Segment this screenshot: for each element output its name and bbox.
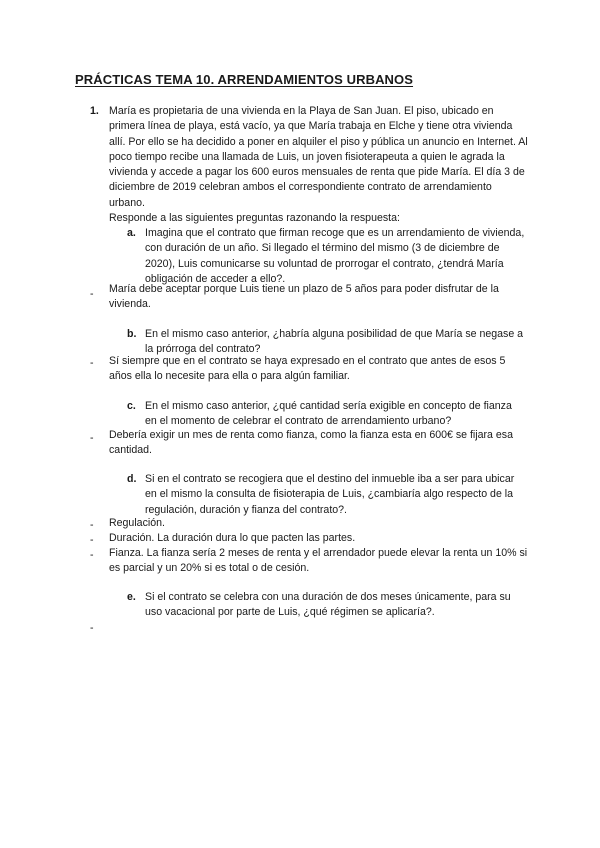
answer-d-3: Fianza. La fianza sería 2 meses de renta y el arrendador puede elevar la renta un 10% si es parcial y un 20% si es total o de cesión. (109, 547, 528, 575)
question-1-number: 1. (90, 105, 99, 117)
subquestion-b-text: En el mismo caso anterior, ¿habría alguna posibilidad de que María se negase a la prórroga del contrato? (145, 328, 524, 356)
answer-dash: - (90, 549, 94, 561)
question-1-body (109, 104, 529, 226)
answer-a-1: María debe aceptar porque Luis tiene un plazo de 5 años para poder disfrutar de la vivienda. (109, 283, 499, 311)
subquestion-d-text: Si en el contrato se recogiera que el destino del inmueble iba a ser para ubicar en el mismo la consulta de fisioterapia de Luis, ¿cambiaría algo respecto de la regulación, duración y fianza del contrato?. (145, 473, 515, 516)
answer-d-1: Regulación. (109, 517, 165, 529)
answer-dash: - (90, 519, 94, 531)
subquestion-a-text: Imagina que el contrato que firman recoge que es un arrendamiento de vivienda, con duración de un año. Si llegado el término del mismo (3 de diciembre de 2020), Luis comunicarse su voluntad de prorrogar el contrato, ¿tendrá María obligación de acceder a ello?. (145, 227, 525, 285)
subquestion-d-letter: d. (127, 473, 137, 485)
answer-c-1: Debería exigir un mes de renta como fianza, como la fianza esta en 600€ se fijara esa cantidad. (109, 429, 513, 457)
subquestion-e-letter: e. (127, 591, 136, 603)
answer-dash: - (90, 534, 94, 546)
answer-dash: - (90, 288, 94, 300)
question-1-instruction: Responde a las siguientes preguntas razonando la respuesta: (109, 212, 400, 225)
answer-d-2: Duración. La duración dura lo que pacten las partes. (109, 532, 356, 544)
answer-dash: - (90, 622, 94, 634)
answer-dash: - (90, 432, 94, 444)
subquestion-e-text: Si el contrato se celebra con una duración de dos meses únicamente, para su uso vacacional por parte de Luis, ¿qué régimen se aplicaría?. (145, 591, 511, 619)
subquestion-a-letter: a. (127, 227, 136, 239)
question-1-statement: María es propietaria de una vivienda en la Playa de San Juan. El piso, ubicado en primera línea de playa, está vacío, ya que María trabaja en Elche y tiene otra vivienda allí. Por ello se ha decidido a poner en alquiler el piso y pública un anuncio en Internet. Al poco tiempo recibe una llamada de Luis, un joven fisioterapeuta a quien le agrada la vivienda y accede a pagar los 600 euros mensuales de renta que pide María. El día 3 de diciembre de 2019 celebran ambos el correspondiente contrato de arrendamiento urbano. (109, 105, 528, 209)
answer-dash: - (90, 357, 94, 369)
subquestion-c-letter: c. (127, 400, 136, 412)
answer-b-1: Sí siempre que en el contrato se haya expresado en el contrato que antes de esos 5 años ella lo necesite para ella o para algún familiar. (109, 355, 506, 383)
subquestion-b-letter: b. (127, 328, 137, 340)
document-title: PRÁCTICAS TEMA 10. ARRENDAMIENTOS URBANOS (75, 72, 414, 87)
subquestion-c-text: En el mismo caso anterior, ¿qué cantidad sería exigible en concepto de fianza en el momento de celebrar el contrato de arrendamiento urbano? (145, 400, 512, 428)
